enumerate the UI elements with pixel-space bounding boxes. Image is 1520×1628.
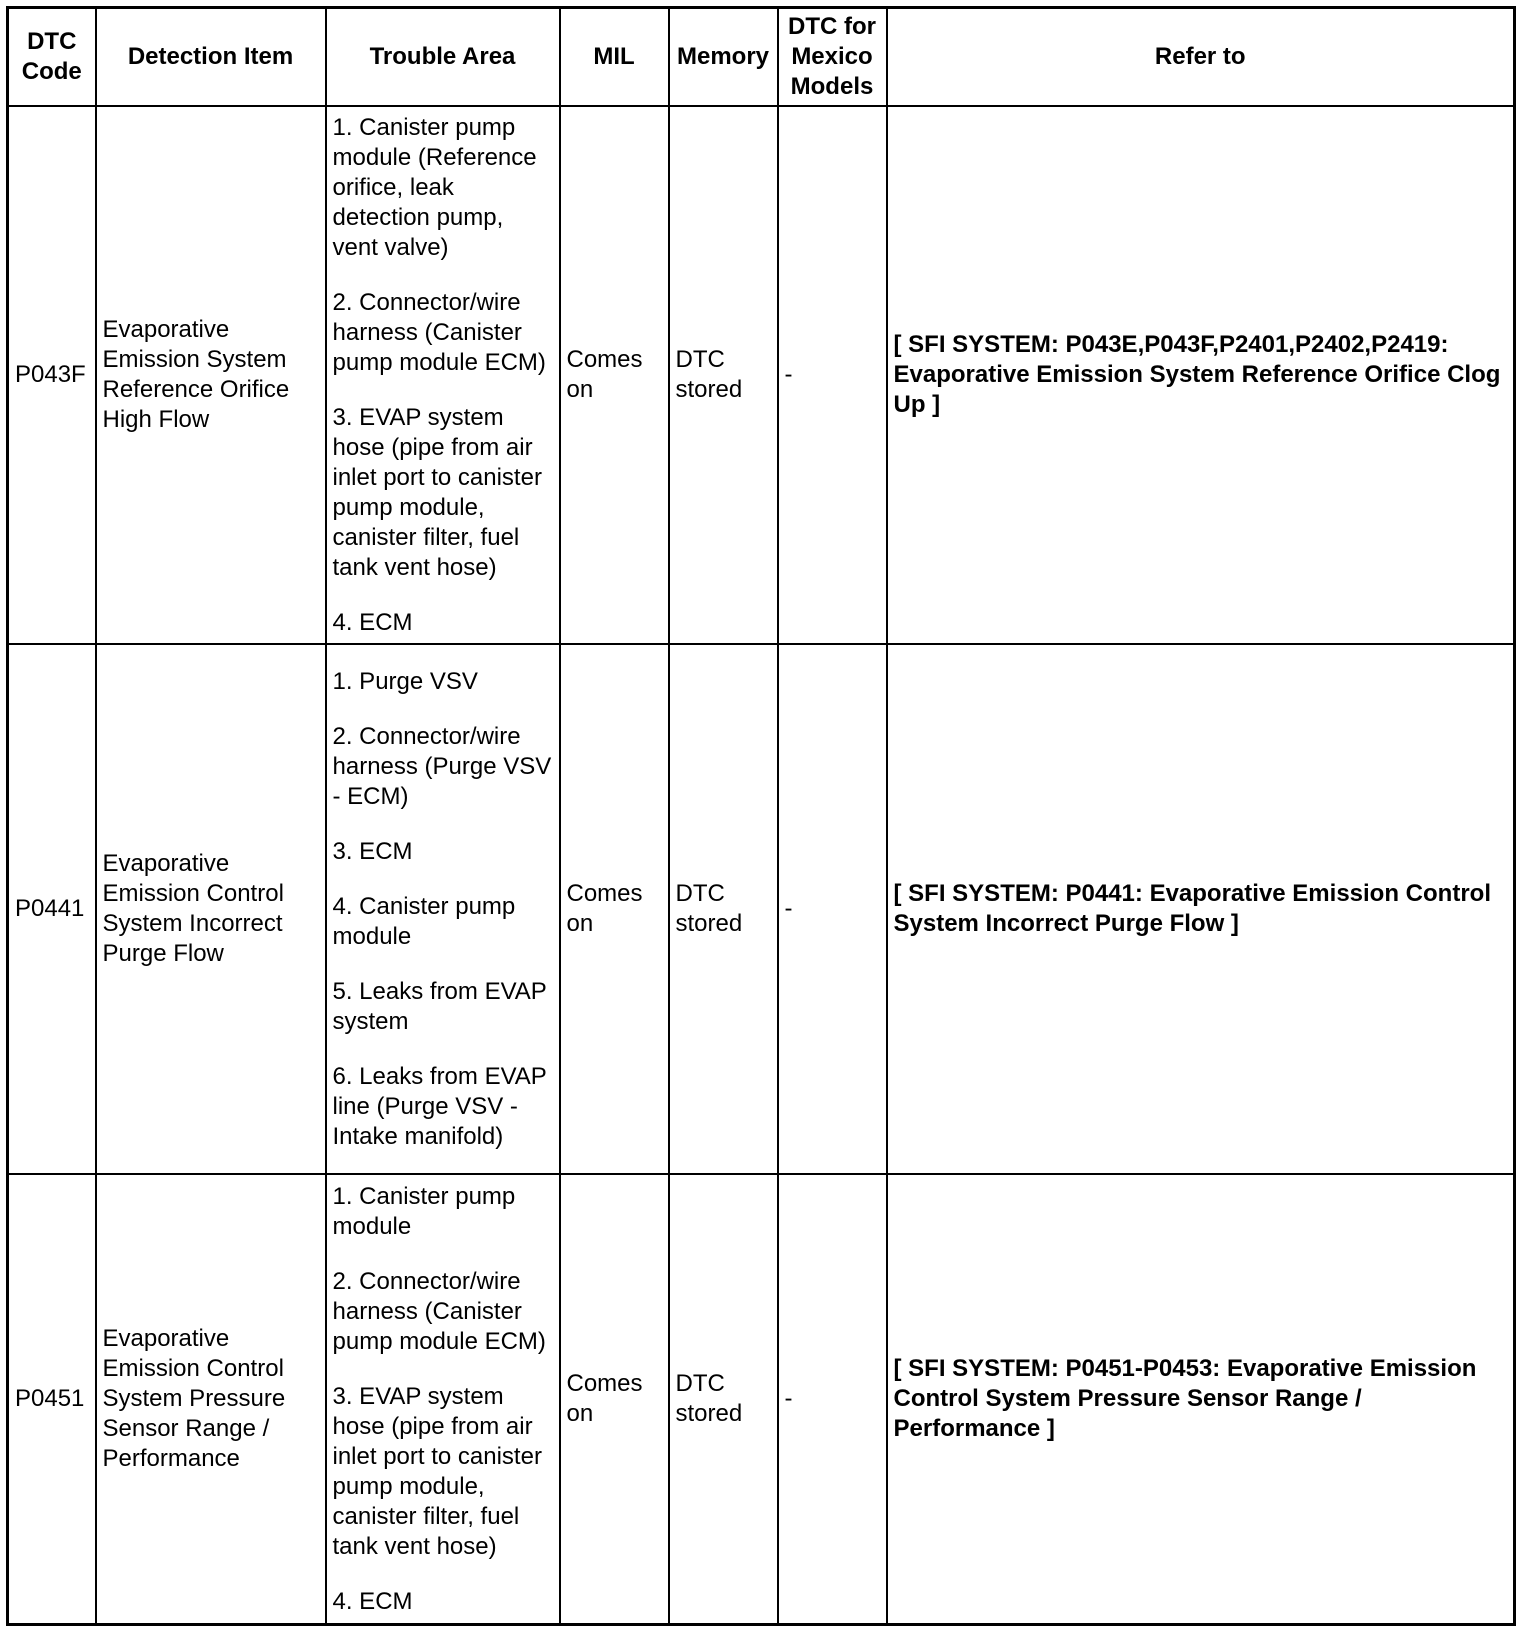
trouble-area-cell — [326, 106, 560, 644]
header-trouble-area: Trouble Area — [326, 8, 560, 107]
dtc-code-cell: P0451 — [8, 1174, 96, 1625]
detection-item-cell: Evaporative Emission Control System Incorrect Purge Flow — [96, 644, 326, 1174]
memory-cell: DTC stored — [669, 106, 778, 644]
trouble-area-item: 3. EVAP system hose (pipe from air inlet port to canister pump module, canister filter, fuel tank vent hose) — [332, 1382, 542, 1560]
mil-cell: Comes on — [560, 1174, 669, 1625]
refer-to-link[interactable]: [ SFI SYSTEM: P043E,P043F,P2401,P2402,P2419: Evaporative Emission System Reference Orifice Clog Up ] — [887, 106, 1515, 644]
mexico-cell: - — [778, 644, 887, 1174]
trouble-area-cell — [326, 644, 560, 1174]
table-row — [8, 644, 1515, 1174]
trouble-area-item: 4. ECM — [332, 608, 413, 636]
detection-item-cell: Evaporative Emission Control System Pressure Sensor Range / Performance — [96, 1174, 326, 1625]
refer-to-link[interactable]: [ SFI SYSTEM: P0441: Evaporative Emission Control System Incorrect Purge Flow ] — [887, 644, 1515, 1174]
refer-to-link[interactable]: [ SFI SYSTEM: P0451-P0453: Evaporative Emission Control System Pressure Sensor Range / Performance ] — [887, 1174, 1515, 1625]
dtc-code-cell: P0441 — [8, 644, 96, 1174]
header-mexico-models: DTC for Mexico Models — [778, 8, 887, 107]
mil-cell: Comes on — [560, 106, 669, 644]
mil-cell: Comes on — [560, 644, 669, 1174]
trouble-area-item: 4. ECM — [332, 1587, 413, 1615]
trouble-area-item: 1. Canister pump module (Reference orifice, leak detection pump, vent valve) — [332, 113, 537, 261]
header-detection-item: Detection Item — [96, 8, 326, 107]
memory-cell: DTC stored — [669, 644, 778, 1174]
mexico-cell: - — [778, 106, 887, 644]
trouble-area-item: 4. Canister pump module — [332, 892, 516, 950]
trouble-area-item: 5. Leaks from EVAP system — [332, 977, 547, 1035]
trouble-area-item: 1. Purge VSV — [332, 667, 478, 695]
trouble-area-cell — [326, 1174, 560, 1625]
trouble-area-item: 3. ECM — [332, 837, 413, 865]
trouble-area-item: 2. Connector/wire harness (Purge VSV - ECM) — [332, 722, 552, 810]
table-row — [8, 1174, 1515, 1625]
table-row — [8, 106, 1515, 644]
header-memory: Memory — [669, 8, 778, 107]
header-refer-to: Refer to — [887, 8, 1515, 107]
dtc-code-cell: P043F — [8, 106, 96, 644]
trouble-area-item: 3. EVAP system hose (pipe from air inlet port to canister pump module, canister filter, fuel tank vent hose) — [332, 403, 542, 581]
header-dtc-code: DTC Code — [8, 8, 96, 107]
trouble-area-item: 1. Canister pump module — [332, 1182, 516, 1240]
mexico-cell: - — [778, 1174, 887, 1625]
dtc-table — [6, 6, 1516, 1626]
memory-cell: DTC stored — [669, 1174, 778, 1625]
header-row — [8, 8, 1515, 107]
trouble-area-item: 2. Connector/wire harness (Canister pump module ECM) — [332, 288, 546, 376]
header-mil: MIL — [560, 8, 669, 107]
trouble-area-item: 2. Connector/wire harness (Canister pump module ECM) — [332, 1267, 546, 1355]
detection-item-cell: Evaporative Emission System Reference Orifice High Flow — [96, 106, 326, 644]
trouble-area-item: 6. Leaks from EVAP line (Purge VSV - Intake manifold) — [332, 1062, 547, 1150]
